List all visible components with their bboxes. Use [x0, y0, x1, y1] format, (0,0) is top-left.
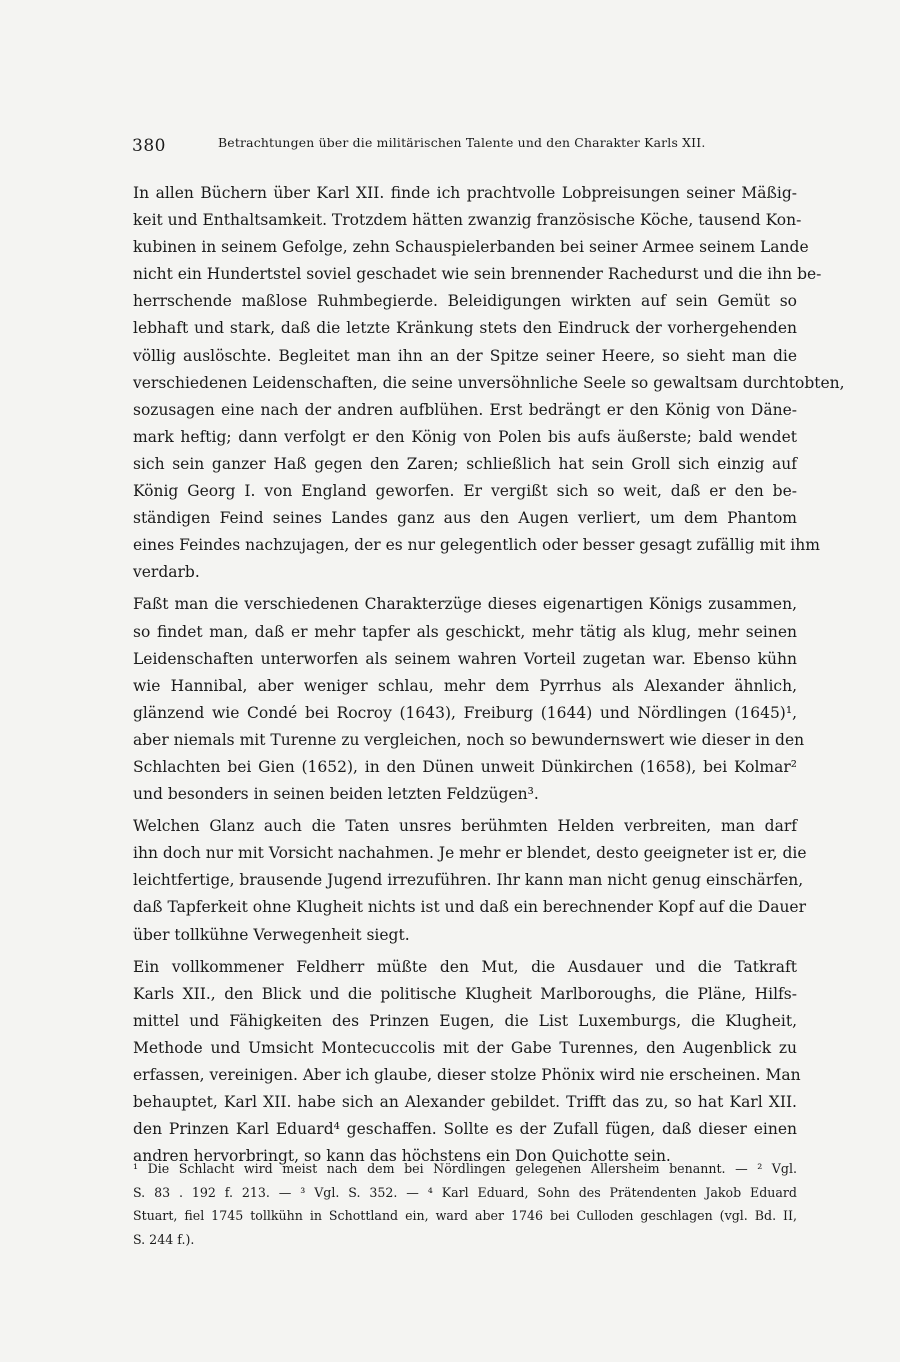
- text-line: ständigen Feind seines Landes ganz aus den Augen verliert, um dem Phantom: [133, 509, 797, 528]
- text-line: mittel und Fähigkeiten des Prinzen Eugen, die List Luxemburgs, die Klugheit,: [133, 1011, 797, 1030]
- text-line: leichtfertige, brausende Jugend irrezuführen. Ihr kann man nicht genug einschärfen,: [133, 871, 804, 890]
- paragraph: [133, 180, 845, 586]
- text-line: behauptet, Karl XII. habe sich an Alexander gebildet. Trifft das zu, so hat Karl XII.: [133, 1093, 797, 1112]
- text-line: keit und Enthaltsamkeit. Trotzdem hätten zwanzig französische Köche, tausend Kon-: [133, 211, 802, 230]
- footnote-line: S. 83 . 192 f. 213. — ³ Vgl. S. 352. — ⁴ Karl Eduard, Sohn des Prätendenten Jakob Eduard: [133, 1184, 797, 1200]
- text-line: Methode und Umsicht Montecuccolis mit der Gabe Turennes, den Augenblick zu: [133, 1038, 797, 1057]
- text-line: verdarb.: [133, 563, 200, 582]
- footnote-line: ¹ Die Schlacht wird meist nach dem bei Nördlingen gelegenen Allersheim benannt. — ² Vgl.: [133, 1161, 797, 1176]
- running-head: Betrachtungen über die militärischen Talente und den Charakter Karls XII.: [218, 135, 706, 150]
- text-line: herrschende maßlose Ruhmbegierde. Beleidigungen wirkten auf sein Gemüt so: [133, 292, 797, 311]
- text-line: daß Tapferkeit ohne Klugheit nichts ist und daß ein berechnender Kopf auf die Dauer: [133, 898, 807, 917]
- text-line: völlig auslöschte. Begleitet man ihn an der Spitze seiner Heere, so sieht man die: [133, 346, 797, 365]
- text-line: glänzend wie Condé bei Rocroy (1643), Freiburg (1644) und Nördlingen (1645)¹,: [133, 703, 797, 722]
- text-line: sich sein ganzer Haß gegen den Zaren; schließlich hat sein Groll sich einzig auf: [133, 454, 797, 473]
- text-line: eines Feindes nachzujagen, der es nur gelegentlich oder besser gesagt zufällig mit ihm: [133, 536, 820, 555]
- text-line: verschiedenen Leidenschaften, die seine unversöhnliche Seele so gewaltsam durchtobten,: [133, 373, 845, 392]
- page-header: [132, 132, 792, 160]
- text-line: Schlachten bei Gien (1652), in den Dünen unweit Dünkirchen (1658), bei Kolmar²: [133, 757, 797, 776]
- text-line: so findet man, daß er mehr tapfer als geschickt, mehr tätig als klug, mehr seinen: [133, 622, 797, 641]
- text-line: über tollkühne Verwegenheit siegt.: [133, 925, 410, 944]
- text-line: König Georg I. von England geworfen. Er vergißt sich so weit, daß er den be-: [133, 482, 797, 501]
- paragraph: [133, 813, 807, 948]
- footnote-line: Stuart, fiel 1745 tollkühn in Schottland ein, ward aber 1746 bei Culloden geschlagen (vgl. Bd. II,: [133, 1208, 797, 1223]
- text-line: Faßt man die verschiedenen Charakterzüge dieses eigenartigen Königs zusammen,: [133, 595, 797, 614]
- text-line: andren hervorbringt, so kann das höchstens ein Don Quichotte sein.: [133, 1147, 671, 1166]
- text-line: Ein vollkommener Feldherr müßte den Mut, die Ausdauer und die Tatkraft: [133, 957, 797, 976]
- text-line: Leidenschaften unterworfen als seinem wahren Vorteil zugetan war. Ebenso kühn: [133, 649, 797, 668]
- text-line: aber niemals mit Turenne zu vergleichen, noch so bewundernswert wie dieser in den: [133, 730, 805, 749]
- footnote-line: S. 244 f.).: [133, 1231, 195, 1247]
- text-line: Welchen Glanz auch die Taten unsres berühmten Helden verbreiten, man darf: [133, 817, 797, 836]
- text-line: den Prinzen Karl Eduard⁴ geschaffen. Sollte es der Zufall fügen, daß dieser einen: [133, 1120, 797, 1139]
- text-line: In allen Büchern über Karl XII. finde ich prachtvolle Lobpreisungen seiner Mäßig-: [133, 184, 797, 202]
- paragraph: [133, 954, 801, 1171]
- footnotes: [133, 1157, 797, 1251]
- paragraph: [133, 591, 805, 808]
- text-line: erfassen, vereinigen. Aber ich glaube, dieser stolze Phönix wird nie erscheinen. Man: [133, 1066, 801, 1084]
- body-text: [133, 180, 845, 1175]
- text-line: ihn doch nur mit Vorsicht nachahmen. Je mehr er blendet, desto geeigneter ist er, die: [133, 844, 807, 863]
- page-number: 380: [132, 136, 166, 156]
- text-line: kubinen in seinem Gefolge, zehn Schauspielerbanden bei seiner Armee seinem Lande: [133, 238, 809, 257]
- text-line: und besonders in seinen beiden letzten Feldzügen³.: [133, 785, 539, 804]
- text-line: nicht ein Hundertstel soviel geschadet wie sein brennender Rachedurst und die ihn be-: [133, 265, 822, 284]
- text-line: wie Hannibal, aber weniger schlau, mehr dem Pyrrhus als Alexander ähnlich,: [133, 676, 797, 695]
- text-line: Karls XII., den Blick und die politische Klugheit Marlboroughs, die Pläne, Hilfs-: [133, 984, 797, 1003]
- text-line: lebhaft und stark, daß die letzte Kränkung stets den Eindruck der vorhergehenden: [133, 319, 797, 338]
- text-line: sozusagen eine nach der andren aufblühen. Erst bedrängt er den König von Däne-: [133, 400, 797, 419]
- text-line: mark heftig; dann verfolgt er den König von Polen bis aufs äußerste; bald wendet: [133, 427, 797, 446]
